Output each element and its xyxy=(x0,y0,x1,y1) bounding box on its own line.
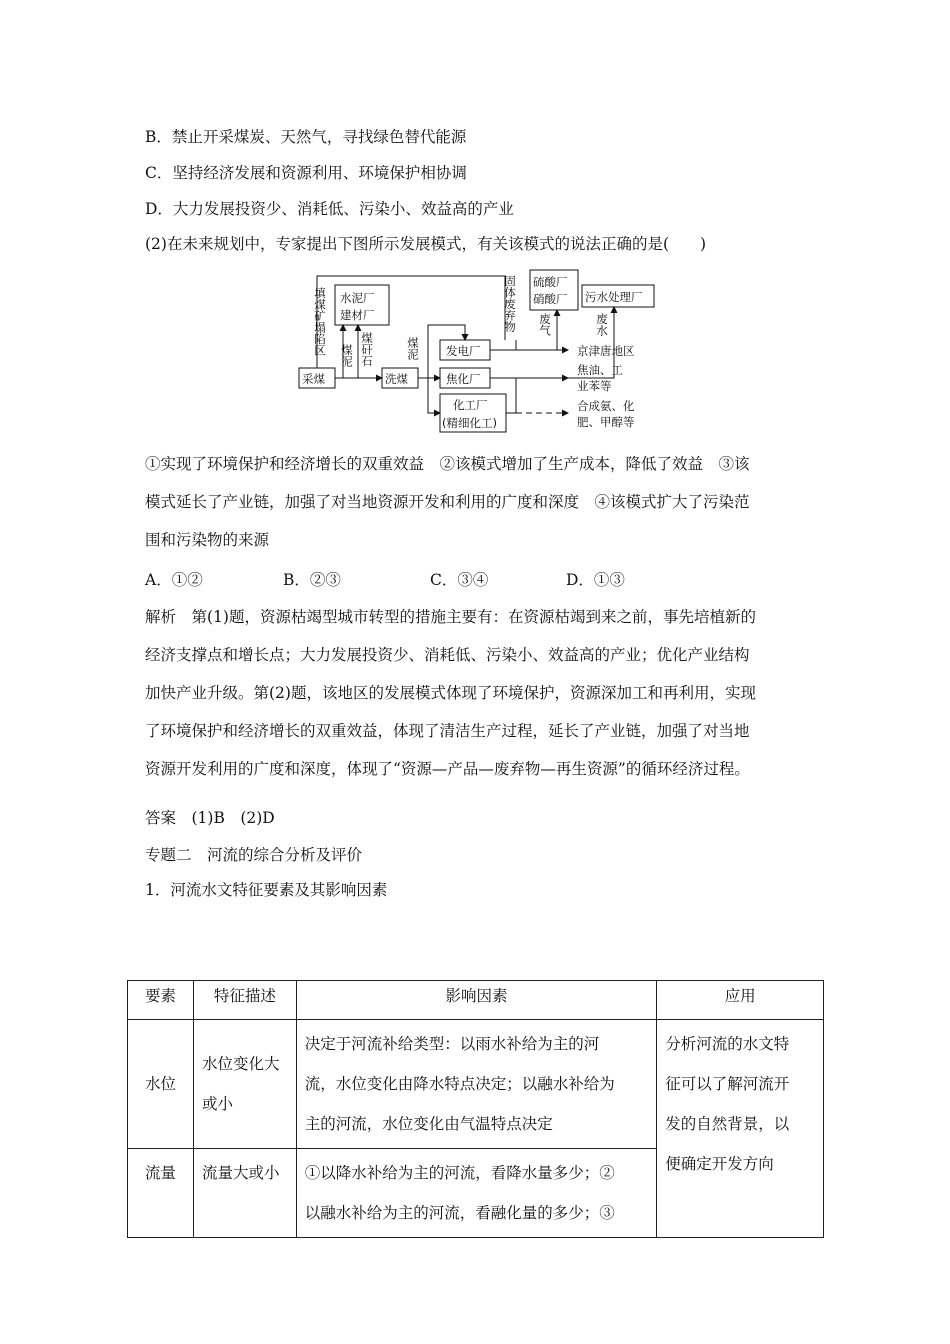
cell-line: 流，水位变化由降水特点决定；以融水补给为 xyxy=(304,1075,615,1093)
option-c: C．坚持经济发展和资源利用、环境保护相协调 xyxy=(145,164,467,182)
cell-application xyxy=(657,1020,824,1238)
option-d: D．①③ xyxy=(566,571,625,589)
analysis-line: 加快产业升级。第(2)题，该地区的发展模式体现了环境保护，资源深加工和再利用，实现 xyxy=(145,684,756,702)
label-feishui: 废水 xyxy=(595,313,609,336)
statement-line: 模式延长了产业链，加强了对当地资源开发和利用的广度和深度 ④该模式扩大了污染范 xyxy=(145,493,750,511)
statements xyxy=(145,445,810,559)
question-2: (2)在未来规划中，专家提出下图所示发展模式，有关该模式的说法正确的是( ) xyxy=(145,235,707,253)
label-jingjintang: 京津唐地区 xyxy=(577,344,635,358)
label-shuini: 水泥厂 xyxy=(340,291,375,305)
table-row xyxy=(128,1020,824,1149)
label-jiaoyou-1: 焦油、工 xyxy=(577,363,623,377)
label-ximei: 洗煤 xyxy=(385,372,408,386)
table-header-row xyxy=(128,981,824,1020)
cell-line: ①以降水补给为主的河流，看降水量多少；② xyxy=(304,1164,615,1182)
cell-line: 分析河流的水文特 xyxy=(665,1035,790,1053)
cell-line: 便确定开发方向 xyxy=(665,1155,774,1173)
analysis-line: 经济支撑点和增长点；大力发展投资少、消耗低、污染小、效益高的产业；优化产业结构 xyxy=(145,646,750,664)
statement-line: 围和污染物的来源 xyxy=(145,531,270,549)
cell-line: 以融水补给为主的河流，看融化量的多少；③ xyxy=(304,1204,615,1222)
statement-line: ①实现了环境保护和经济增长的双重效益 ②该模式增加了生产成本，降低了效益 ③该 xyxy=(145,455,750,473)
label-tianmei: 填煤矿塌陷区 xyxy=(313,287,327,356)
label-fadian: 发电厂 xyxy=(446,344,481,358)
cell-line: 发的自然背景，以 xyxy=(665,1115,790,1133)
label-meiganshi: 煤矸石 xyxy=(360,332,374,367)
label-xiaosuan: 硝酸厂 xyxy=(533,292,568,306)
cell-element: 流量 xyxy=(128,1149,194,1238)
label-jiaoyou-2: 业苯等 xyxy=(577,379,612,393)
analysis-line: 资源开发利用的广度和深度，体现了“资源—产品—废弃物—再生资源”的循环经济过程。 xyxy=(145,760,750,778)
label-jiaohua: 焦化厂 xyxy=(446,372,481,386)
box-fadian xyxy=(440,340,490,360)
cell-line: 决定于河流补给类型：以雨水补给为主的河 xyxy=(304,1035,600,1053)
label-jiancai: 建材厂 xyxy=(340,308,375,322)
cell-desc xyxy=(193,1149,296,1238)
cell-desc xyxy=(193,1020,296,1149)
box-wushui xyxy=(582,285,654,307)
analysis-line: 了环境保护和经济增长的双重效益，体现了清洁生产过程，延长了产业链，加强了对当地 xyxy=(145,722,750,740)
topic-title: 专题二 河流的综合分析及评价 xyxy=(145,846,363,864)
cell-line: 或小 xyxy=(201,1095,233,1113)
label-hecheng-2: 肥、甲醇等 xyxy=(577,415,635,429)
header-desc: 特征描述 xyxy=(193,981,296,1020)
label-wushui: 污水处理厂 xyxy=(585,290,643,304)
header-element: 要素 xyxy=(128,981,194,1020)
header-factors: 影响因素 xyxy=(296,981,656,1020)
label-meini-1: 煤泥 xyxy=(340,344,354,367)
cell-element: 水位 xyxy=(128,1020,194,1149)
analysis-line: 解析 第(1)题，资源枯竭型城市转型的措施主要有：在资源枯竭到来之前，事先培植新的 xyxy=(145,608,756,626)
label-meini-2: 煤泥 xyxy=(406,337,420,360)
box-ximei xyxy=(382,368,418,388)
analysis xyxy=(145,598,810,788)
box-jiaohua xyxy=(440,368,490,388)
cell-line: 征可以了解河流开 xyxy=(665,1075,790,1093)
option-b: B．②③ xyxy=(283,571,341,589)
label-guti: 固体废弃物 xyxy=(503,275,517,333)
cell-factors xyxy=(296,1020,656,1149)
answer: 答案 (1)B (2)D xyxy=(145,809,275,827)
header-application: 应用 xyxy=(657,981,824,1020)
cell-line: 水位变化大 xyxy=(201,1055,280,1073)
label-liusuan: 硫酸厂 xyxy=(533,275,568,289)
option-c: C．③④ xyxy=(430,571,489,589)
box-shuini xyxy=(335,285,389,325)
option-b: B．禁止开采煤炭、天然气，寻找绿色替代能源 xyxy=(145,128,467,146)
box-huagong xyxy=(440,394,506,432)
label-jingxi: (精细化工) xyxy=(442,416,497,430)
option-a: A．①② xyxy=(145,571,203,589)
label-feiqi: 废气 xyxy=(538,313,552,336)
subtitle: 1．河流水文特征要素及其影响因素 xyxy=(145,881,388,899)
option-d: D．大力发展投资少、消耗低、污染小、效益高的产业 xyxy=(145,200,514,218)
label-huagong: 化工厂 xyxy=(453,398,488,412)
box-caimei xyxy=(299,368,335,388)
label-caimei: 采煤 xyxy=(302,372,325,386)
hydrology-table xyxy=(127,980,824,1238)
cell-line: 主的河流，水位变化由气温特点决定 xyxy=(304,1115,553,1133)
cell-factors xyxy=(296,1149,656,1238)
cell-line: 流量大或小 xyxy=(201,1164,280,1182)
box-liusuan xyxy=(530,270,578,310)
label-hecheng-1: 合成氨、化 xyxy=(577,399,635,413)
